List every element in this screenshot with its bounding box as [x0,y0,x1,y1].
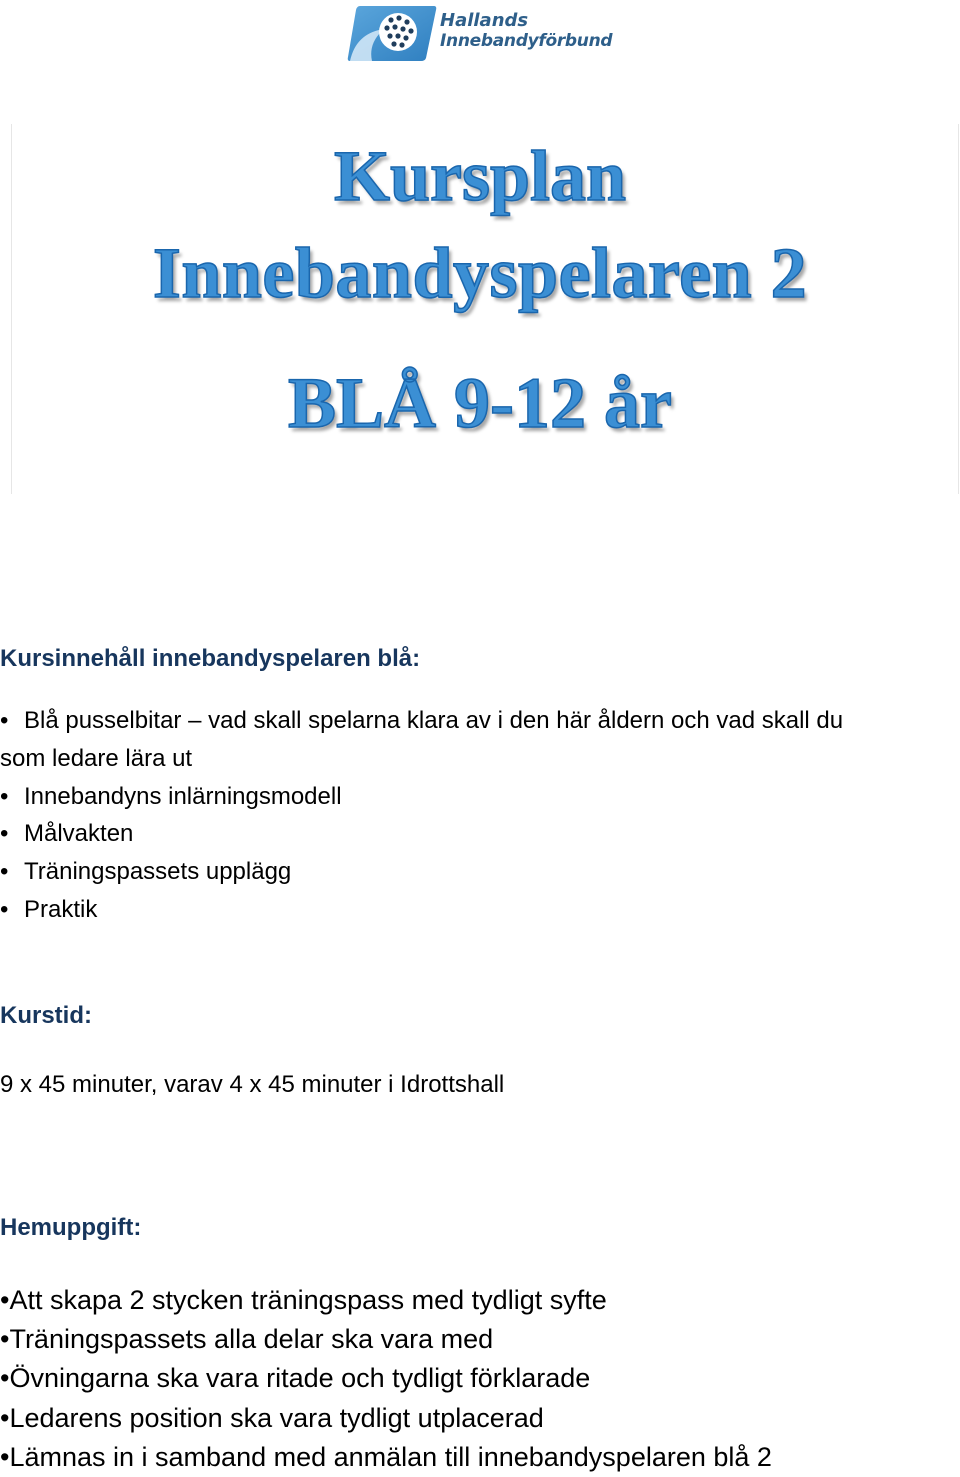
list-item: • Att skapa 2 stycken träningspass med tydligt syfte [0,1281,772,1320]
list-item: • Träningspassets upplägg [0,853,960,891]
homework-heading: Hemuppgift: [0,1214,142,1241]
logo-line-2: Innebandyförbund [440,31,613,51]
list-item: • Övningarna ska vara ritade och tydligt förklarade [0,1359,772,1398]
course-content-heading: Kursinnehåll innebandyspelaren blå: [0,645,421,672]
floorball-logo-icon [346,3,438,63]
list-item: • Målvakten [0,815,960,853]
course-time-value: 9 x 45 minuter, varav 4 x 45 minuter i Idrottshall [0,1071,505,1098]
list-item: • Ledarens position ska vara tydligt utplacerad [0,1399,772,1438]
logo-wordmark [440,10,612,52]
list-item-continuation: som ledare lära ut [0,744,193,772]
title-line-2: Innebandyspelaren 2 [152,233,808,313]
list-item-text: Blå pusselbitar – vad skall spelarna klara av i den här åldern och vad skall du [24,707,844,734]
list-item: • Innebandyns inlärningsmodell [0,778,960,816]
logo-line-1: Hallands [440,10,529,31]
title-line-3: BLÅ 9-12 år [288,363,672,443]
title-line-1: Kursplan [333,136,627,216]
homework-list [0,1281,772,1477]
list-item [0,702,960,778]
list-item: • Träningspassets alla delar ska vara med [0,1320,772,1359]
federation-logo [346,3,626,65]
list-item: • Praktik [0,891,960,929]
course-content-list [0,702,960,929]
list-item: • Lämnas in i samband med anmälan till innebandyspelaren blå 2 [0,1438,772,1477]
course-time-heading: Kurstid: [0,1002,92,1029]
